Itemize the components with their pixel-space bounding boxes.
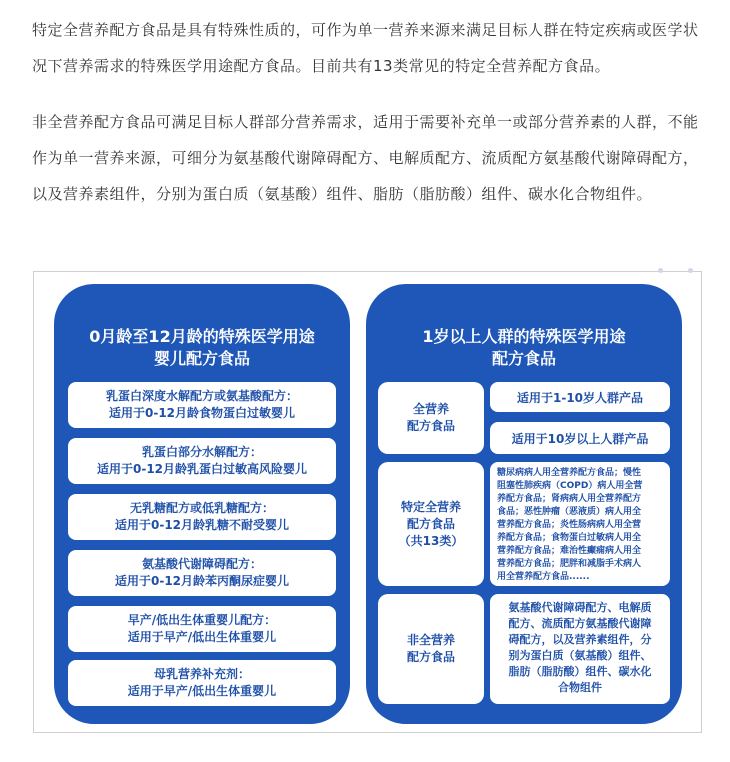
infant-formula-panel: [54, 284, 350, 724]
full-nutrition-label: 全营养 配方食品: [378, 382, 484, 454]
non-full-nutrition-label: 非全营养 配方食品: [378, 594, 484, 704]
intro-paragraph-2: 非全营养配方食品可满足目标人群部分营养需求，适用于需要补充单一或部分营养素的人群，不能作为单一营养来源，可细分为氨基酸代谢障碍配方、电解质配方、流质配方氨基酸代谢障碍配方，以及营养素组件，分别为蛋白质（氨基酸）组件、脂肪（脂肪酸）组件、碳水化合物组件。: [32, 113, 699, 203]
infant-panel-title: 0月龄至12月龄的特殊医学用途 婴儿配方食品: [89, 327, 315, 368]
product-10-plus-years: 适用于10岁以上人群产品: [490, 422, 670, 454]
non-full-nutrition-desc: 氨基酸代谢障碍配方、电解质 配方、流质配方氨基酸代谢障 碍配方，以及营养素组件，分 别为蛋白质（氨基酸）组件、 脂肪（脂肪酸）组件、碳水化 合物组件: [490, 594, 670, 704]
infant-item-3: 无乳糖配方或低乳糖配方： 适用于0-12月龄乳糖不耐受婴儿: [68, 494, 336, 540]
infant-item-6: 母乳营养补充剂： 适用于早产/低出生体重婴儿: [68, 660, 336, 706]
specific-full-nutrition-label: 特定全营养 配方食品 （共13类）: [378, 462, 484, 586]
infant-item-5: 早产/低出生体重婴儿配方： 适用于早产/低出生体重婴儿: [68, 606, 336, 652]
product-1-10-years: 适用于1-10岁人群产品: [490, 382, 670, 412]
formula-classification-figure: [33, 271, 702, 733]
infant-item-1: 乳蛋白深度水解配方或氨基酸配方： 适用于0-12月龄食物蛋白过敏婴儿: [68, 382, 336, 428]
infant-item-2: 乳蛋白部分水解配方： 适用于0-12月龄乳蛋白过敏高风险婴儿: [68, 438, 336, 484]
infant-item-4: 氨基酸代谢障碍配方： 适用于0-12月龄苯丙酮尿症婴儿: [68, 550, 336, 596]
specific-full-nutrition-desc: 糖尿病病人用全营养配方食品；慢性 阻塞性肺疾病（COPD）病人用全营 养配方食品；肾病病人用全营养配方 食品；恶性肿瘤（恶液质）病人用全 营养配方食品；炎性肠病病人用全营 养配方食品；食物蛋白过敏病人用全 营养配方食品；难治性癫痫病人用全 营养配方食品；肥胖和减脂手术病人 用全营养配方食品......: [490, 462, 670, 586]
intro-paragraph-1: 特定全营养配方食品是具有特殊性质的，可作为单一营养来源来满足目标人群在特定疾病或医学状况下营养需求的特殊医学用途配方食品。目前共有13类常见的特定全营养配方食品。: [32, 21, 699, 75]
over-one-panel-title: 1岁以上人群的特殊医学用途 配方食品: [422, 327, 626, 368]
over-one-year-panel: [366, 284, 682, 724]
